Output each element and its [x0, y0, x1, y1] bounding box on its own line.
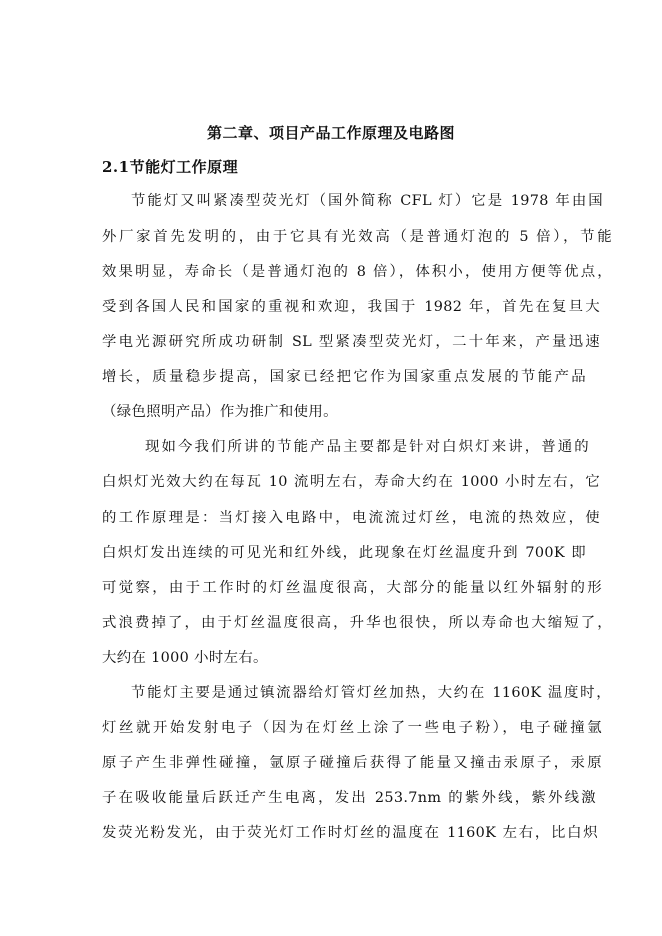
paragraph-2-line: 大约在 1000 小时左右。	[102, 650, 268, 666]
paragraph-1-line: 学电光源研究所成功研制 SL 型紧凑型荧光灯，二十年来，产量迅速	[102, 334, 600, 350]
paragraph-2-line: 可觉察，由于工作时的灯丝温度很高，大部分的能量以红外辐射的形	[102, 580, 602, 596]
paragraph-3-line: 灯丝就开始发射电子（因为在灯丝上涂了一些电子粉），电子碰撞氩	[102, 720, 602, 736]
paragraph-3-line: 原子产生非弹性碰撞，氩原子碰撞后获得了能量又撞击汞原子，汞原	[102, 755, 602, 771]
paragraph-3-line: 节能灯主要是通过镇流器给灯管灯丝加热，大约在 1160K 温度时，	[131, 685, 611, 701]
paragraph-1-line: （绿色照明产品）作为推广和使用。	[102, 404, 338, 420]
paragraph-1-line: 效果明显，寿命长（是普通灯泡的 8 倍），体积小，使用方便等优点，	[102, 264, 612, 280]
paragraph-1-line: 受到各国人民和国家的重视和欢迎，我国于 1982 年，首先在复旦大	[102, 299, 600, 315]
paragraph-2-line: 白炽灯发出连续的可见光和红外线，此现象在灯丝温度升到 700K 即	[102, 545, 586, 561]
paragraph-3-line: 发荧光粉发光，由于荧光灯工作时灯丝的温度在 1160K 左右，比白炽	[102, 825, 598, 841]
paragraph-2-line: 现如今我们所讲的节能产品主要都是针对白炽灯来讲，普通的	[145, 439, 589, 455]
paragraph-2-line: 的工作原理是：当灯接入电路中，电流流过灯丝，电流的热效应，使	[102, 510, 600, 526]
paragraph-2-line: 式浪费掉了，由于灯丝温度很高，升华也很快，所以寿命也大缩短了，	[102, 615, 612, 631]
paragraph-1-line: 外厂家首先发明的，由于它具有光效高（是普通灯泡的 5 倍），节能	[102, 229, 612, 245]
paragraph-1-line: 节能灯又叫紧凑型荧光灯（国外简称 CFL 灯）它是 1978 年由国	[131, 193, 603, 209]
chapter-title: 第二章、项目产品工作原理及电路图	[206, 124, 455, 142]
section-heading: 2.1节能灯工作原理	[102, 158, 239, 176]
paragraph-3-line: 子在吸收能量后跃迁产生电离，发出 253.7nm 的紫外线，紫外线激	[102, 790, 596, 806]
paragraph-2-line: 白炽灯光效大约在每瓦 10 流明左右，寿命大约在 1000 小时左右，它	[102, 474, 600, 490]
paragraph-1-line: 增长，质量稳步提高，国家已经把它作为国家重点发展的节能产品	[102, 369, 586, 385]
